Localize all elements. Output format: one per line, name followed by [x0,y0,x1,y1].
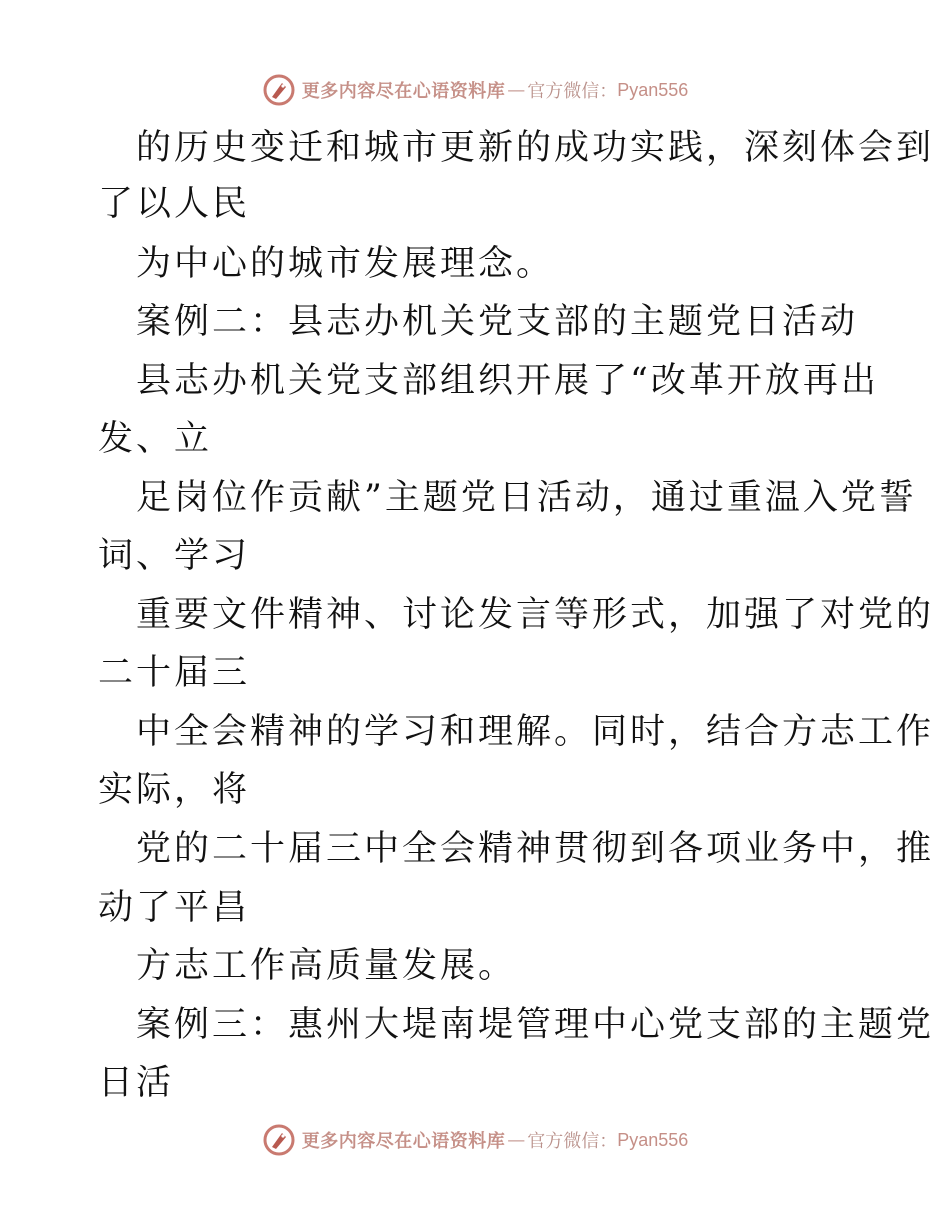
watermark-separator: — [507,79,526,101]
text-line: 实际，将 [98,770,251,810]
text-line: 足岗位作贡献”主题党日活动，通过重温入党誓 [136,478,917,518]
header-watermark [0,70,950,110]
watermark-id: Pyan556 [617,1129,689,1150]
text-line: 了以人民 [98,184,251,224]
watermark-label: 官方微信： [527,1131,618,1152]
text-line: 二十届三 [98,653,251,693]
text-line: 发、立 [98,419,213,459]
text-line: 的历史变迁和城市更新的成功实践，深刻体会到 [136,128,935,168]
text-line: 党的二十届三中全会精神贯彻到各项业务中，推 [136,829,935,869]
watermark-separator: — [507,1129,526,1151]
text-line: 方志工作高质量发展。 [136,946,517,986]
text-line: 中全会精神的学习和理解。同时，结合方志工作 [136,712,935,752]
pen-nib-circle-icon [262,1123,296,1157]
watermark-text: 更多内容尽在心语资料库 [301,1131,506,1152]
pen-nib-circle-icon [262,73,296,107]
text-line: 县志办机关党支部组织开展了“改革开放再出 [136,361,879,401]
watermark-label: 官方微信： [527,81,618,102]
text-line: 案例三：惠州大堤南堤管理中心党支部的主题党 [136,1005,935,1045]
footer-watermark [0,1120,950,1160]
text-line: 日活 [98,1063,175,1103]
text-line: 为中心的城市发展理念。 [136,244,555,284]
watermark-id: Pyan556 [617,79,689,100]
text-line: 词、学习 [98,536,251,576]
watermark-text: 更多内容尽在心语资料库 [301,81,506,102]
text-line: 重要文件精神、讨论发言等形式，加强了对党的 [136,595,935,635]
text-line: 动了平昌 [98,888,251,928]
text-line: 案例二：县志办机关党支部的主题党日活动 [136,302,859,342]
